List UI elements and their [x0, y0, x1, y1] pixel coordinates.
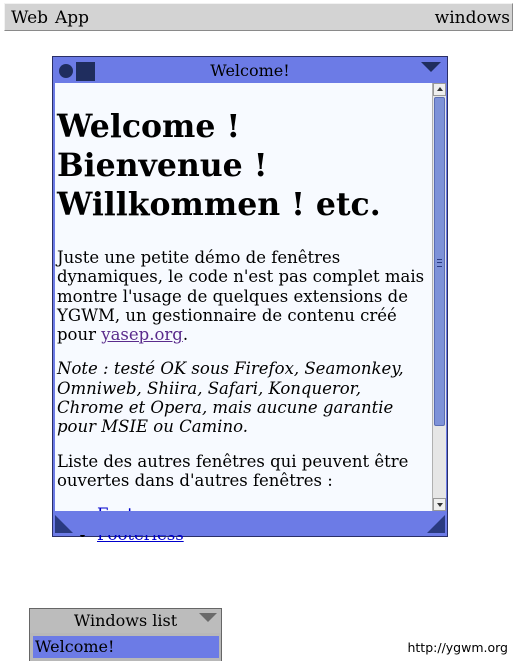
heading-line-3: Willkommen ! etc.: [57, 186, 381, 223]
windows-list-item[interactable]: Welcome!: [33, 636, 219, 658]
top-menu-bar: [4, 3, 513, 31]
intro-end: .: [182, 325, 189, 345]
yasep-link[interactable]: yasep.org: [101, 325, 183, 345]
welcome-window: [52, 56, 448, 537]
grip-icon: [437, 259, 442, 267]
menu-web[interactable]: Web: [11, 8, 49, 28]
windows-list-triangle-icon[interactable]: [199, 613, 217, 622]
list-intro-paragraph: Liste des autres fenêtres qui peuvent être ouvertes dans d'autres fenêtres :: [57, 451, 409, 490]
window-menu-triangle-icon[interactable]: [421, 62, 441, 72]
windows-list-panel: [29, 608, 222, 661]
intro-text: Juste une petite démo de fenêtres dynamiques, le code n'est pas complet mais montre l'usage de quelques extensions de YGWM, un gestionnaire de contenu créé pour: [57, 248, 425, 345]
resize-left-corner-icon[interactable]: [55, 515, 73, 533]
scroll-up-arrow-icon[interactable]: [433, 83, 446, 96]
windows-list-title[interactable]: Windows list: [30, 609, 221, 633]
menu-app[interactable]: App: [55, 8, 90, 28]
note-paragraph: Note : testé OK sous Firefox, Seamonkey, Omniweb, Shiira, Safari, Konqueror, Chrome et Opera, mais aucune garantie pour MSIE ou Camino.: [57, 359, 404, 437]
heading-line-2: Bienvenue !: [57, 147, 268, 184]
window-bottom-bar: [55, 511, 445, 535]
vertical-scrollbar[interactable]: [432, 83, 446, 511]
menu-windows[interactable]: windows: [434, 8, 510, 28]
heading-line-1: Welcome !: [57, 108, 241, 145]
scrollbar-thumb[interactable]: [434, 97, 445, 426]
intro-paragraph: [57, 248, 432, 344]
resize-right-corner-icon[interactable]: [427, 515, 445, 533]
window-titlebar[interactable]: [55, 59, 445, 83]
scroll-down-arrow-icon[interactable]: [433, 498, 446, 511]
footer-url: http://ygwm.org: [407, 640, 508, 655]
welcome-heading: [57, 107, 432, 224]
window-title: Welcome!: [210, 61, 290, 80]
window-content: [55, 83, 432, 511]
